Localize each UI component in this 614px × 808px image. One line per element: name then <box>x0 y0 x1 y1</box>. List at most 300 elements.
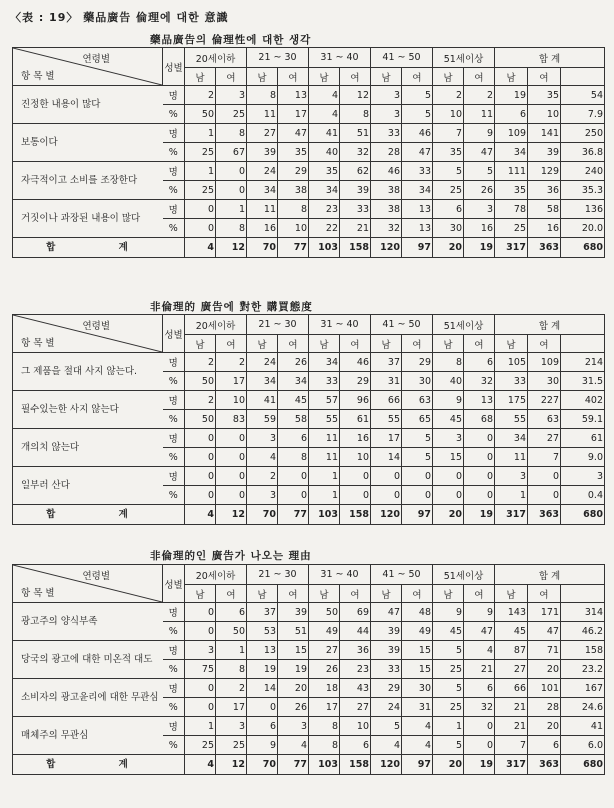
item-label: 진정한 내용이 많다 <box>13 86 163 124</box>
male-header: 남 <box>371 335 402 353</box>
count-cell: 3 <box>216 717 247 736</box>
unit-count: 명 <box>163 86 185 105</box>
percent-cell: 8 <box>216 660 247 679</box>
count-cell: 175 <box>495 391 528 410</box>
unit-count: 명 <box>163 429 185 448</box>
percent-cell: 5 <box>433 736 464 755</box>
diagonal-header-cell <box>13 315 163 353</box>
count-cell: 38 <box>371 200 402 219</box>
count-cell: 61 <box>561 429 605 448</box>
male-header: 남 <box>495 335 528 353</box>
percent-cell: 4 <box>309 105 340 124</box>
percent-cell: 25 <box>185 736 216 755</box>
count-cell: 129 <box>528 162 561 181</box>
table-row <box>13 679 605 698</box>
count-cell: 8 <box>309 717 340 736</box>
female-header: 여 <box>402 335 433 353</box>
total-cell: 19 <box>464 505 495 525</box>
percent-cell: 25 <box>185 143 216 162</box>
total-cell: 97 <box>402 238 433 258</box>
percent-cell: 17 <box>216 698 247 717</box>
percent-cell: 20.0 <box>561 219 605 238</box>
percent-cell: 34 <box>247 372 278 391</box>
count-cell: 3 <box>495 467 528 486</box>
group-header-label: 연령별 <box>82 571 110 582</box>
page-title: 〈表 : 19〉 藥品廣告 倫理에 대한 意識 <box>10 11 229 24</box>
percent-cell: 0 <box>216 448 247 467</box>
table-row <box>13 603 605 622</box>
percent-cell: 32 <box>340 143 371 162</box>
count-cell: 1 <box>309 467 340 486</box>
count-cell: 20 <box>278 679 309 698</box>
total-cell: 20 <box>433 505 464 525</box>
count-cell: 20 <box>528 717 561 736</box>
count-cell: 171 <box>528 603 561 622</box>
item-label: 거짓이나 과장된 내용이 많다 <box>13 200 163 238</box>
male-header: 남 <box>433 585 464 603</box>
unit-percent: % <box>163 143 185 162</box>
percent-cell: 6 <box>528 736 561 755</box>
percent-cell: 33 <box>495 372 528 391</box>
percent-cell: 15 <box>433 448 464 467</box>
percent-cell: 29 <box>340 372 371 391</box>
count-cell: 17 <box>371 429 402 448</box>
count-cell: 143 <box>495 603 528 622</box>
percent-cell: 0 <box>464 736 495 755</box>
count-cell: 37 <box>247 603 278 622</box>
count-cell: 0 <box>216 429 247 448</box>
section-title: 非倫理的 廣告에 對한 購買態度 <box>150 301 313 313</box>
count-cell: 24 <box>247 353 278 372</box>
percent-cell: 39 <box>247 143 278 162</box>
percent-cell: 13 <box>402 219 433 238</box>
percent-cell: 0 <box>185 622 216 641</box>
percent-cell: 55 <box>309 410 340 429</box>
age-group-header: 20세이하 <box>185 565 247 585</box>
total-cell: 120 <box>371 238 402 258</box>
total-row <box>13 755 605 775</box>
count-cell: 3 <box>433 429 464 448</box>
count-cell: 41 <box>247 391 278 410</box>
male-header: 남 <box>371 585 402 603</box>
count-cell: 15 <box>278 641 309 660</box>
item-label: 보통이다 <box>13 124 163 162</box>
percent-cell: 17 <box>278 105 309 124</box>
item-label: 광고주의 양식부족 <box>13 603 163 641</box>
female-header: 여 <box>216 585 247 603</box>
count-cell: 13 <box>247 641 278 660</box>
percent-cell: 50 <box>185 105 216 124</box>
count-cell: 1 <box>216 641 247 660</box>
total-cell: 680 <box>561 238 605 258</box>
total-cell: 70 <box>247 238 278 258</box>
percent-cell: 0 <box>371 486 402 505</box>
percent-cell: 31 <box>402 698 433 717</box>
percent-cell: 35 <box>433 143 464 162</box>
percent-cell: 5 <box>402 105 433 124</box>
total-cell: 12 <box>216 238 247 258</box>
count-cell: 8 <box>278 200 309 219</box>
unit-percent: % <box>163 219 185 238</box>
count-cell: 3 <box>561 467 605 486</box>
percent-cell: 9.0 <box>561 448 605 467</box>
count-cell: 3 <box>464 200 495 219</box>
count-cell: 0 <box>464 467 495 486</box>
count-cell: 6 <box>216 603 247 622</box>
count-cell: 2 <box>185 391 216 410</box>
item-label: 자극적이고 소비를 조장한다 <box>13 162 163 200</box>
count-cell: 50 <box>309 603 340 622</box>
percent-cell: 63 <box>528 410 561 429</box>
item-label: 개의치 않는다 <box>13 429 163 467</box>
count-cell: 0 <box>185 467 216 486</box>
count-cell: 29 <box>278 162 309 181</box>
total-label: 합 계 <box>13 238 185 258</box>
count-cell: 35 <box>528 86 561 105</box>
age-group-header: 41 ~ 50 <box>371 315 433 335</box>
unit-percent: % <box>163 622 185 641</box>
count-cell: 402 <box>561 391 605 410</box>
percent-cell: 10 <box>340 448 371 467</box>
count-cell: 11 <box>309 429 340 448</box>
unit-count: 명 <box>163 717 185 736</box>
count-cell: 214 <box>561 353 605 372</box>
count-cell: 78 <box>495 200 528 219</box>
unit-percent: % <box>163 486 185 505</box>
total-cell: 317 <box>495 238 528 258</box>
percent-cell: 27 <box>495 660 528 679</box>
total-cell: 680 <box>561 505 605 525</box>
count-cell: 10 <box>340 717 371 736</box>
age-group-header: 51세이상 <box>433 48 495 68</box>
count-cell: 63 <box>402 391 433 410</box>
female-header: 여 <box>464 585 495 603</box>
percent-cell: 6 <box>495 105 528 124</box>
total-cell: 120 <box>371 505 402 525</box>
percent-cell: 0 <box>216 181 247 200</box>
percent-cell: 8 <box>278 448 309 467</box>
count-cell: 7 <box>433 124 464 143</box>
percent-cell: 19 <box>247 660 278 679</box>
percent-cell: 16 <box>528 219 561 238</box>
table-row <box>13 467 605 486</box>
count-cell: 6 <box>247 717 278 736</box>
unit-percent: % <box>163 698 185 717</box>
count-cell: 69 <box>340 603 371 622</box>
table-row <box>13 162 605 181</box>
count-cell: 6 <box>278 429 309 448</box>
percent-cell: 8 <box>309 736 340 755</box>
percent-cell: 34 <box>309 181 340 200</box>
male-header: 남 <box>495 68 528 86</box>
age-group-header: 합 계 <box>495 48 605 68</box>
header-row <box>13 315 605 335</box>
count-cell: 6 <box>464 679 495 698</box>
count-cell: 27 <box>247 124 278 143</box>
count-cell: 2 <box>216 353 247 372</box>
percent-cell: 0 <box>433 486 464 505</box>
data-table <box>12 564 605 775</box>
count-cell: 10 <box>216 391 247 410</box>
total-cell: 103 <box>309 238 340 258</box>
table-row <box>13 717 605 736</box>
percent-cell: 47 <box>464 622 495 641</box>
percent-cell: 75 <box>185 660 216 679</box>
table-row <box>13 124 605 143</box>
percent-cell: 7 <box>528 448 561 467</box>
percent-cell: 31.5 <box>561 372 605 391</box>
female-header: 여 <box>340 585 371 603</box>
male-header: 남 <box>433 68 464 86</box>
male-header: 남 <box>433 335 464 353</box>
count-cell: 6 <box>464 353 495 372</box>
count-cell: 5 <box>464 162 495 181</box>
count-cell: 41 <box>309 124 340 143</box>
percent-cell: 4 <box>402 736 433 755</box>
percent-cell: 67 <box>216 143 247 162</box>
percent-cell: 38 <box>278 181 309 200</box>
age-group-header: 51세이상 <box>433 565 495 585</box>
female-header: 여 <box>528 335 561 353</box>
female-header: 여 <box>278 585 309 603</box>
count-cell: 0 <box>216 467 247 486</box>
count-cell: 3 <box>216 86 247 105</box>
count-cell: 47 <box>371 603 402 622</box>
total-cell: 20 <box>433 238 464 258</box>
count-cell: 23 <box>309 200 340 219</box>
percent-cell: 11 <box>309 448 340 467</box>
count-cell: 21 <box>495 717 528 736</box>
count-cell: 13 <box>402 200 433 219</box>
percent-cell: 10 <box>528 105 561 124</box>
unit-percent: % <box>163 410 185 429</box>
count-cell: 6 <box>433 200 464 219</box>
male-header: 남 <box>185 585 216 603</box>
percent-cell: 0 <box>528 486 561 505</box>
percent-cell: 28 <box>528 698 561 717</box>
count-cell: 1 <box>216 200 247 219</box>
count-cell: 158 <box>561 641 605 660</box>
count-cell: 9 <box>433 391 464 410</box>
percent-cell: 33 <box>309 372 340 391</box>
count-cell: 167 <box>561 679 605 698</box>
unit-count: 명 <box>163 679 185 698</box>
percent-cell: 8 <box>340 105 371 124</box>
percent-cell: 23 <box>340 660 371 679</box>
total-cell: 158 <box>340 505 371 525</box>
percent-cell: 25 <box>216 105 247 124</box>
count-cell: 26 <box>278 353 309 372</box>
percent-cell: 59.1 <box>561 410 605 429</box>
percent-cell: 10 <box>278 219 309 238</box>
count-cell: 30 <box>402 679 433 698</box>
count-cell: 14 <box>247 679 278 698</box>
count-cell: 240 <box>561 162 605 181</box>
total-cell: 103 <box>309 505 340 525</box>
percent-cell: 15 <box>402 660 433 679</box>
section-title: 非倫理的인 廣告가 나오는 理由 <box>150 550 312 562</box>
count-cell: 35 <box>309 162 340 181</box>
percent-cell: 14 <box>371 448 402 467</box>
count-cell: 3 <box>185 641 216 660</box>
percent-cell: 0 <box>185 486 216 505</box>
count-cell: 101 <box>528 679 561 698</box>
male-header: 남 <box>309 335 340 353</box>
percent-cell: 8 <box>216 219 247 238</box>
group-header-label: 연령별 <box>82 321 110 332</box>
total-cell: 158 <box>340 755 371 775</box>
count-cell: 48 <box>402 603 433 622</box>
count-cell: 314 <box>561 603 605 622</box>
data-table <box>12 314 605 525</box>
count-cell: 66 <box>495 679 528 698</box>
item-label: 필수있는한 사지 않는다 <box>13 391 163 429</box>
count-cell: 0 <box>340 467 371 486</box>
total-row <box>13 505 605 525</box>
count-cell: 39 <box>371 641 402 660</box>
total-blank-header <box>561 335 605 353</box>
count-cell: 141 <box>528 124 561 143</box>
count-cell: 24 <box>247 162 278 181</box>
count-cell: 2 <box>185 353 216 372</box>
count-cell: 46 <box>371 162 402 181</box>
count-cell: 66 <box>371 391 402 410</box>
percent-cell: 0 <box>340 486 371 505</box>
percent-cell: 45 <box>433 622 464 641</box>
count-cell: 43 <box>340 679 371 698</box>
percent-cell: 25 <box>433 181 464 200</box>
percent-cell: 45 <box>433 410 464 429</box>
percent-cell: 31 <box>371 372 402 391</box>
item-label: 그 제품을 절대 사지 않는다. <box>13 353 163 391</box>
unit-count: 명 <box>163 391 185 410</box>
female-header: 여 <box>278 335 309 353</box>
percent-cell: 1 <box>495 486 528 505</box>
percent-cell: 0 <box>464 448 495 467</box>
total-blank-header <box>561 585 605 603</box>
count-cell: 34 <box>309 353 340 372</box>
percent-cell: 0 <box>464 486 495 505</box>
total-label: 합 계 <box>13 505 185 525</box>
percent-cell: 6 <box>340 736 371 755</box>
count-cell: 27 <box>528 429 561 448</box>
male-header: 남 <box>247 68 278 86</box>
count-cell: 0 <box>185 200 216 219</box>
unit-count: 명 <box>163 200 185 219</box>
percent-cell: 44 <box>340 622 371 641</box>
total-cell: 70 <box>247 755 278 775</box>
percent-cell: 21 <box>464 660 495 679</box>
count-cell: 5 <box>402 429 433 448</box>
male-header: 남 <box>247 335 278 353</box>
item-header-label: 항 목 별 <box>21 71 55 82</box>
percent-cell: 40 <box>433 372 464 391</box>
table-row <box>13 353 605 372</box>
count-cell: 57 <box>309 391 340 410</box>
total-cell: 19 <box>464 755 495 775</box>
count-cell: 45 <box>278 391 309 410</box>
percent-cell: 47 <box>402 143 433 162</box>
percent-cell: 21 <box>340 219 371 238</box>
percent-cell: 35 <box>495 181 528 200</box>
total-cell: 317 <box>495 755 528 775</box>
percent-cell: 59 <box>247 410 278 429</box>
count-cell: 227 <box>528 391 561 410</box>
table-row <box>13 391 605 410</box>
sex-header: 성별 <box>163 565 185 603</box>
age-group-header: 31 ~ 40 <box>309 565 371 585</box>
total-cell: 20 <box>433 755 464 775</box>
total-cell: 77 <box>278 755 309 775</box>
count-cell: 37 <box>371 353 402 372</box>
total-cell: 70 <box>247 505 278 525</box>
count-cell: 2 <box>247 467 278 486</box>
count-cell: 2 <box>216 679 247 698</box>
percent-cell: 49 <box>402 622 433 641</box>
female-header: 여 <box>402 68 433 86</box>
count-cell: 1 <box>185 124 216 143</box>
count-cell: 3 <box>371 86 402 105</box>
percent-cell: 28 <box>371 143 402 162</box>
total-cell: 77 <box>278 505 309 525</box>
percent-cell: 24 <box>371 698 402 717</box>
item-label: 매체주의 무관심 <box>13 717 163 755</box>
percent-cell: 25 <box>433 660 464 679</box>
total-blank-header <box>561 68 605 86</box>
male-header: 남 <box>247 585 278 603</box>
count-cell: 0 <box>216 162 247 181</box>
count-cell: 1 <box>185 162 216 181</box>
total-cell: 120 <box>371 755 402 775</box>
item-label: 당국의 광고에 대한 미온적 대도 <box>13 641 163 679</box>
total-cell: 363 <box>528 238 561 258</box>
female-header: 여 <box>528 68 561 86</box>
count-cell: 13 <box>278 86 309 105</box>
count-cell: 2 <box>433 86 464 105</box>
count-cell: 0 <box>402 467 433 486</box>
percent-cell: 19 <box>278 660 309 679</box>
percent-cell: 0 <box>216 486 247 505</box>
percent-cell: 55 <box>495 410 528 429</box>
count-cell: 0 <box>528 467 561 486</box>
count-cell: 105 <box>495 353 528 372</box>
table-row <box>13 429 605 448</box>
unit-percent: % <box>163 105 185 124</box>
unit-percent: % <box>163 372 185 391</box>
percent-cell: 51 <box>278 622 309 641</box>
total-cell: 19 <box>464 238 495 258</box>
count-cell: 58 <box>528 200 561 219</box>
count-cell: 3 <box>278 717 309 736</box>
total-cell: 12 <box>216 505 247 525</box>
age-group-header: 합 계 <box>495 565 605 585</box>
count-cell: 5 <box>371 717 402 736</box>
count-cell: 0 <box>185 679 216 698</box>
count-cell: 109 <box>528 353 561 372</box>
percent-cell: 49 <box>309 622 340 641</box>
percent-cell: 0 <box>247 698 278 717</box>
percent-cell: 5 <box>402 448 433 467</box>
count-cell: 33 <box>340 200 371 219</box>
total-cell: 363 <box>528 505 561 525</box>
female-header: 여 <box>216 68 247 86</box>
count-cell: 109 <box>495 124 528 143</box>
percent-cell: 0 <box>185 448 216 467</box>
count-cell: 8 <box>247 86 278 105</box>
item-label: 소비자의 광고윤리에 대한 무관심 <box>13 679 163 717</box>
percent-cell: 34 <box>495 143 528 162</box>
count-cell: 9 <box>464 603 495 622</box>
